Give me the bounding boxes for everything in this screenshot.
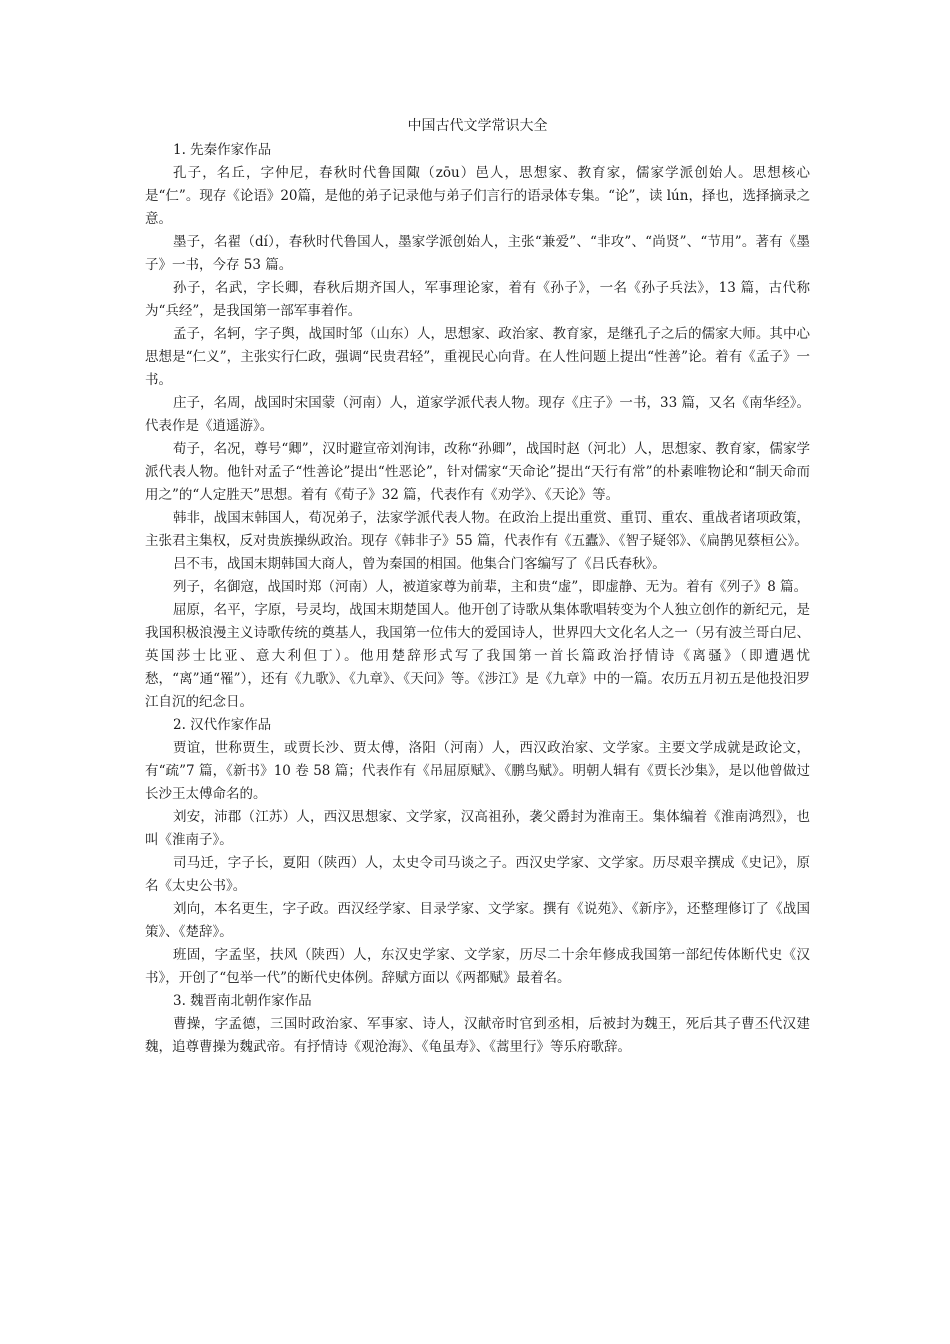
paragraph-hanfei: 韩非，战国末韩国人，荀况弟子，法家学派代表人物。在政治上提出重赏、重罚、重农、重战者诸项政策，主张君主集权，反对贵族操纵政治。现存《韩非子》55 篇，代表作有《五蠹》、《智子疑邻》、《扁鹊见蔡桓公》。 [145, 510, 810, 549]
paragraph-mencius: 孟子，名轲，字子舆，战国时邹（山东）人，思想家、政治家、教育家，是继孔子之后的儒家大师。其中心思想是“仁义”，主张实行仁政，强调“民贵君轻”，重视民心向背。在人性问题上提出“性善”论。着有《孟子》一书。 [145, 326, 810, 388]
paragraph-jia-yi: 贾谊，世称贾生，或贾长沙、贾太傅，洛阳（河南）人，西汉政治家、文学家。主要文学成就是政论文，有“疏”7 篇，《新书》10 卷 58 篇；代表作有《吊屈原赋》、《鹏鸟赋》。明朝人辑有《贾长沙集》，是以他曾做过长沙王太傅命名的。 [145, 740, 810, 802]
paragraph-liu-xiang: 刘向，本名更生，字子政。西汉经学家、目录学家、文学家。撰有《说苑》、《新序》，还整理修订了《战国策》、《楚辞》。 [145, 901, 810, 940]
section-wei-jin [145, 990, 810, 1059]
paragraph-zhuangzi: 庄子，名周，战国时宋国蒙（河南）人，道家学派代表人物。现存《庄子》一书，33 篇，又名《南华经》。代表作是《逍遥游》。 [145, 395, 810, 434]
paragraph-lu-buwei: 吕不韦，战国末期韩国大商人，曾为秦国的相国。他集合门客编写了《吕氏春秋》。 [173, 556, 666, 572]
section-heading: 1. 先秦作家作品 [173, 142, 272, 158]
paragraph-cao-cao: 曹操，字孟德，三国时政治家、军事家、诗人，汉献帝时官到丞相，后被封为魏王，死后其子曹丕代汉建魏，追尊曹操为魏武帝。有抒情诗《观沧海》、《龟虽寿》、《蒿里行》等乐府歌辞。 [145, 1016, 810, 1055]
paragraph-mozi: 墨子，名翟（dí），春秋时代鲁国人，墨家学派创始人，主张“兼爱”、“非攻”、“尚贤”、“节用”。著有《墨子》一书，今存 53 篇。 [145, 234, 810, 273]
document-title: 中国古代文学常识大全 [407, 118, 548, 134]
paragraph-liu-an: 刘安，沛郡（江苏）人，西汉思想家、文学家，汉高祖孙，袭父爵封为淮南王。集体编着《淮南鸿烈》，也叫《淮南子》。 [145, 809, 810, 848]
section-han [145, 714, 810, 990]
paragraph-ban-gu: 班固，字孟坚，扶风（陕西）人，东汉史学家、文学家，历尽二十余年修成我国第一部纪传体断代史《汉书》，开创了“包举一代”的断代史体例。辞赋方面以《两都赋》最着名。 [145, 947, 810, 986]
section-pre-qin [145, 139, 810, 714]
document-body [145, 114, 810, 1059]
paragraph-sima-qian: 司马迁，字子长，夏阳（陕西）人，太史令司马谈之子。西汉史学家、文学家。历尽艰辛撰成《史记》，原名《太史公书》。 [145, 855, 810, 894]
paragraph-confucius: 孔子，名丘，字仲尼，春秋时代鲁国陬（zōu）邑人，思想家、教育家，儒家学派创始人。思想核心是“仁”。现存《论语》20篇，是他的弟子记录他与弟子们言行的语录体专集。“论”，读 lún，择也，选择摘录之意。 [145, 165, 810, 227]
paragraph-liezi: 列子，名御寇，战国时郑（河南）人，被道家尊为前辈，主和贵“虚”，即虚静、无为。着有《列子》8 篇。 [173, 579, 808, 595]
paragraph-xunzi: 荀子，名况，尊号“卿”，汉时避宣帝刘洵讳，改称“孙卿”，战国时赵（河北）人，思想家、教育家，儒家学派代表人物。他针对孟子“性善论”提出“性恶论”，针对儒家“天命论”提出“天行有常”的朴素唯物论和“制天命而用之”的“人定胜天”思想。着有《荀子》32 篇，代表作有《劝学》、《天论》等。 [145, 441, 810, 503]
section-heading: 3. 魏晋南北朝作家作品 [173, 993, 312, 1009]
section-heading: 2. 汉代作家作品 [173, 717, 272, 733]
paragraph-qu-yuan: 屈原，名平，字原，号灵均，战国末期楚国人。他开创了诗歌从集体歌唱转变为个人独立创作的新纪元，是我国积极浪漫主义诗歌传统的奠基人，我国第一位伟大的爱国诗人，世界四大文化名人之一（另有波兰哥白尼、英国莎士比亚、意大利但丁）。他用楚辞形式写了我国第一首长篇政治抒情诗《离骚》（即遭遇忧愁，“离”通“罹”），还有《九歌》、《九章》、《天问》等。《涉江》是《九章》中的一篇。农历五月初五是他投汨罗江自沉的纪念日。 [145, 602, 810, 710]
paragraph-sunzi: 孙子，名武，字长卿，春秋后期齐国人，军事理论家，着有《孙子》，一名《孙子兵法》，13 篇，古代称为“兵经”，是我国第一部军事着作。 [145, 280, 810, 319]
